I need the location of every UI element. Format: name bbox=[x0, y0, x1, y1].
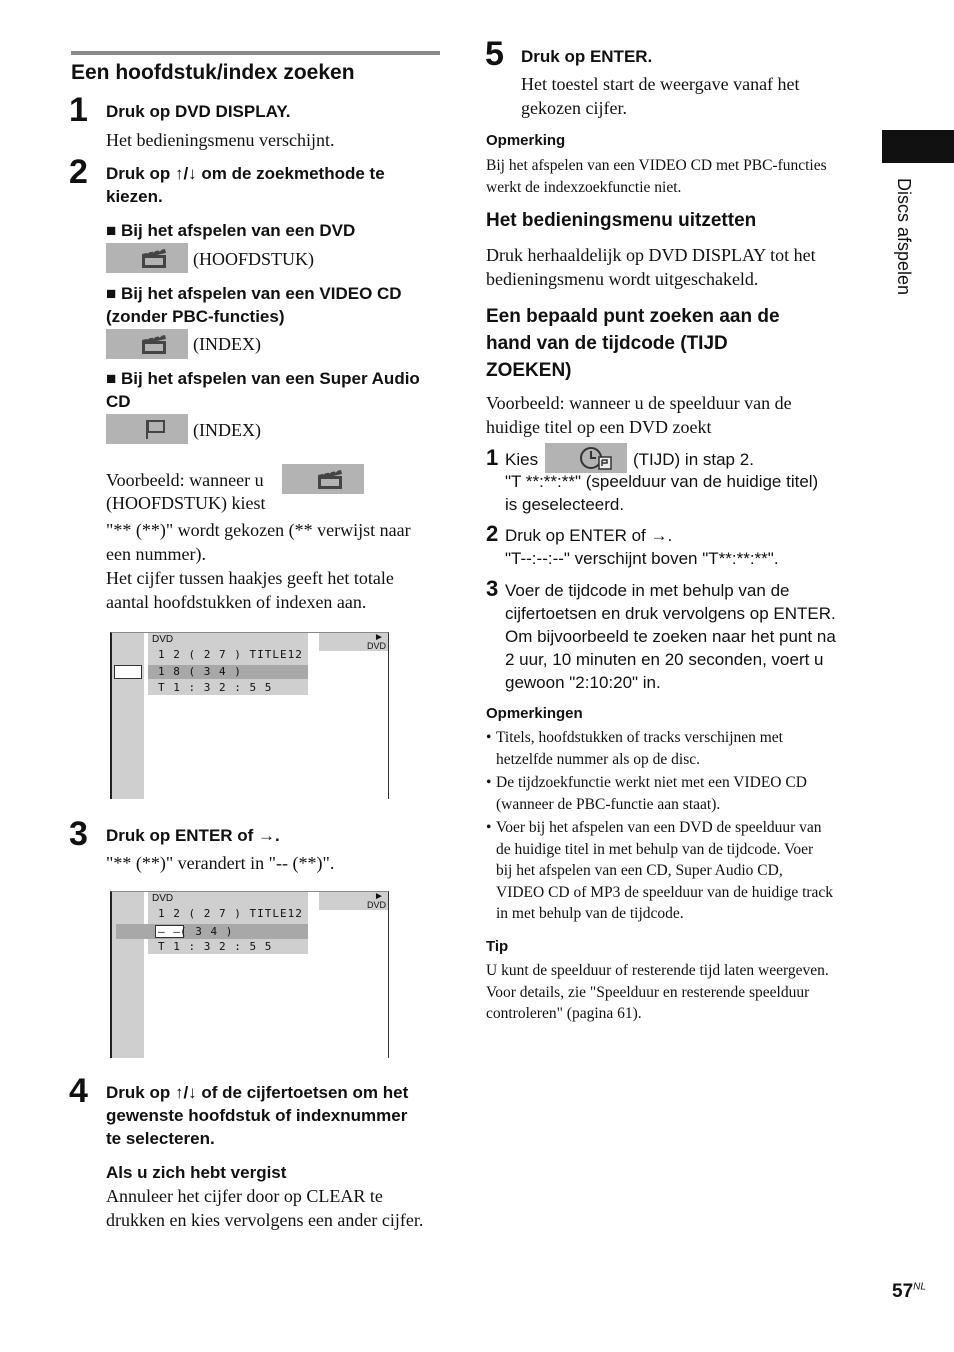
clock-icon bbox=[579, 446, 615, 470]
time-intro bbox=[486, 391, 792, 439]
note-heading: Opmerking bbox=[486, 132, 566, 149]
title-line: Een bepaald punt zoeken aan de bbox=[486, 306, 780, 327]
index-flag-icon-box bbox=[106, 414, 188, 444]
note-line: bij het afspelen van een CD, Super Audio CD, bbox=[496, 862, 783, 879]
tip-line: Voor details, zie "Speelduur en resterende speelduur bbox=[486, 983, 810, 1001]
clapper-icon bbox=[316, 468, 346, 490]
mistake-body bbox=[106, 1184, 423, 1232]
step-line: Voer de tijdcode in met behulp van de bbox=[505, 581, 790, 600]
note-line: • Titels, hoofdstukken of tracks verschijnen met bbox=[496, 729, 783, 746]
title-line: 1 2 ( 2 7 ) TITLE12 bbox=[158, 648, 303, 661]
vcd-heading-line: ■ Bij het afspelen van een VIDEO CD bbox=[106, 284, 402, 303]
step-number: 1 bbox=[69, 91, 88, 129]
step-number: 2 bbox=[69, 153, 88, 191]
chapter-line: 1 8 ( 3 4 ) bbox=[158, 665, 242, 678]
example-line: (HOOFDSTUK) kiest bbox=[106, 493, 266, 513]
title-line: hand van de tijdcode (TIJD bbox=[486, 333, 728, 354]
body-line: huidige titel op een DVD zoekt bbox=[486, 417, 712, 437]
subsection-title bbox=[486, 303, 780, 384]
list-item bbox=[486, 817, 866, 925]
dvd-label: (HOOFDSTUK) bbox=[193, 249, 314, 269]
vcd-heading-line: (zonder PBC-functies) bbox=[106, 307, 285, 326]
disc-badge: DVD bbox=[367, 900, 387, 910]
step-title: Druk op ENTER. bbox=[521, 47, 653, 66]
notes-heading: Opmerkingen bbox=[486, 705, 583, 722]
play-icon: ► bbox=[374, 891, 384, 902]
list-item bbox=[486, 727, 866, 770]
step-line: is geselecteerd. bbox=[505, 495, 625, 514]
sacd-label: (INDEX) bbox=[193, 420, 261, 440]
disc-badge: DVD bbox=[367, 641, 387, 651]
step-title-line: Druk op ↑/↓ of de cijfertoetsen om het bbox=[106, 1083, 409, 1102]
step-title-line: gewenste hoofdstuk of indexnummer bbox=[106, 1106, 408, 1125]
body-line: drukken en kies vervolgens een ander cijfer. bbox=[106, 1210, 424, 1230]
tip-line: U kunt de speelduur of resterende tijd laten weergeven. bbox=[486, 962, 829, 979]
step-text: Kies bbox=[505, 450, 539, 469]
sacd-heading-line: CD bbox=[106, 392, 131, 411]
step-line: Om bijvoorbeeld te zoeken naar het punt na bbox=[505, 627, 836, 646]
time-line: T 1 : 3 2 : 5 5 bbox=[158, 940, 273, 953]
chapter-total: ( 3 4 ) bbox=[180, 925, 234, 938]
step-body: "** (**)" verandert in "-- (**)". bbox=[106, 853, 335, 873]
body-line: Druk herhaaldelijk op DVD DISPLAY tot het bbox=[486, 245, 816, 265]
step-number: 5 bbox=[485, 35, 504, 73]
step-text bbox=[505, 524, 779, 570]
time-icon-box bbox=[545, 443, 627, 473]
step-line: Druk op ENTER of →. bbox=[505, 526, 673, 545]
step-line: "T--:--:--" verschijnt boven "T**:**:**". bbox=[505, 549, 779, 568]
step-title bbox=[106, 1081, 408, 1150]
body-line: gekozen cijfer. bbox=[521, 98, 627, 118]
notes-list bbox=[486, 727, 866, 925]
step-number: 1 bbox=[486, 445, 499, 470]
time-line: T 1 : 3 2 : 5 5 bbox=[158, 681, 273, 694]
step-number: 2 bbox=[486, 521, 499, 546]
note-line: in met behulp van de tijdcode. bbox=[496, 905, 684, 922]
step-line: gewoon "2:10:20" in. bbox=[505, 673, 661, 692]
step-number: 3 bbox=[486, 576, 499, 601]
step-title-line: te selecteren. bbox=[106, 1129, 215, 1148]
tip-body bbox=[486, 960, 829, 1025]
chapter-icon-box bbox=[106, 243, 188, 273]
step-line: "T **:**:**" (speelduur van de huidige titel) bbox=[505, 472, 819, 491]
page-lang-suffix: NL bbox=[913, 1281, 926, 1293]
list-item bbox=[486, 772, 866, 815]
note-line: (wanneer de PBC-functie aan staat). bbox=[496, 795, 721, 813]
step-line: cijfertoetsen en druk vervolgens op ENTER. bbox=[505, 604, 836, 623]
sacd-heading-line: ■ Bij het afspelen van een Super Audio bbox=[106, 369, 420, 388]
note-line: de huidige titel in met behulp van de tijdcode. Voer bbox=[496, 840, 814, 858]
menu-selector bbox=[114, 665, 142, 679]
side-tab-label: Discs afspelen bbox=[894, 178, 914, 296]
body-line: aantal hoofdstukken of indexen aan. bbox=[106, 592, 367, 612]
title-line: 1 2 ( 2 7 ) TITLE12 bbox=[158, 907, 303, 920]
body-line: een nummer). bbox=[106, 544, 206, 564]
mistake-heading: Als u zich hebt vergist bbox=[106, 1163, 287, 1182]
title-line: ZOEKEN) bbox=[486, 360, 572, 381]
disc-type: DVD bbox=[152, 893, 174, 904]
subsection-body bbox=[486, 243, 816, 291]
clapper-icon bbox=[140, 247, 170, 269]
disc-type: DVD bbox=[152, 634, 174, 645]
step-text: (TIJD) in stap 2. bbox=[633, 450, 754, 469]
step-body bbox=[521, 72, 800, 120]
step-body: Het bedieningsmenu verschijnt. bbox=[106, 130, 335, 150]
step-text bbox=[505, 470, 818, 516]
page-number-value: 57 bbox=[892, 1281, 914, 1302]
body-line: Het toestel start de weergave vanaf het bbox=[521, 74, 800, 94]
note-line: VIDEO CD of MP3 de speelduur van de huidige track bbox=[496, 883, 834, 901]
side-tab-marker bbox=[882, 130, 954, 163]
page-number bbox=[892, 1281, 926, 1303]
body-line: Voorbeeld: wanneer u de speelduur van de bbox=[486, 393, 792, 413]
step-title-line: Druk op ↑/↓ om de zoekmethode te bbox=[106, 164, 385, 183]
menu-icon-column bbox=[112, 633, 144, 799]
step-number: 3 bbox=[69, 815, 88, 853]
flag-icon bbox=[140, 418, 170, 440]
step-title: Druk op ENTER of →. bbox=[106, 826, 280, 845]
index-icon-box bbox=[106, 329, 188, 359]
step-line: 2 uur, 10 minuten en 20 seconden, voert u bbox=[505, 650, 824, 669]
control-menu-screen bbox=[110, 632, 389, 799]
control-menu-screen bbox=[110, 891, 389, 1058]
body-line: bedieningsmenu wordt uitgeschakeld. bbox=[486, 269, 759, 289]
chapter-icon-box-inline bbox=[282, 464, 364, 494]
body-line: "** (**)" wordt gekozen (** verwijst naar bbox=[106, 520, 411, 540]
step-title-line: kiezen. bbox=[106, 187, 163, 206]
note-line: • De tijdzoekfunctie werkt niet met een VIDEO CD bbox=[496, 774, 807, 791]
step-text bbox=[505, 579, 836, 694]
step-title: Druk op DVD DISPLAY. bbox=[106, 102, 291, 121]
vcd-heading bbox=[106, 282, 402, 328]
play-icon: ► bbox=[374, 632, 384, 643]
note-line: Bij het afspelen van een VIDEO CD met PBC-functies bbox=[486, 157, 827, 174]
step-body bbox=[106, 518, 411, 614]
body-line: Annuleer het cijfer door op CLEAR te bbox=[106, 1186, 383, 1206]
step-number: 4 bbox=[69, 1072, 88, 1110]
example-line: Voorbeeld: wanneer u bbox=[106, 470, 264, 490]
body-line: Het cijfer tussen haakjes geeft het totale bbox=[106, 568, 394, 588]
clapper-icon bbox=[140, 333, 170, 355]
dvd-heading: ■ Bij het afspelen van een DVD bbox=[106, 221, 356, 240]
tip-line: controleren" (pagina 61). bbox=[486, 1005, 642, 1022]
section-title: Een hoofdstuk/index zoeken bbox=[71, 61, 355, 84]
section-rule bbox=[71, 51, 440, 55]
note-line: werkt de indexzoekfunctie niet. bbox=[486, 178, 682, 196]
note-body bbox=[486, 155, 827, 198]
note-line: • Voer bij het afspelen van een DVD de speelduur van bbox=[496, 819, 822, 836]
vcd-label: (INDEX) bbox=[193, 334, 261, 354]
tip-heading: Tip bbox=[486, 938, 509, 955]
step-title bbox=[106, 162, 385, 208]
note-line: hetzelfde nummer als op de disc. bbox=[496, 750, 701, 768]
sacd-heading bbox=[106, 367, 420, 413]
chapter-input-box: – – bbox=[155, 925, 184, 938]
subsection-title: Het bedieningsmenu uitzetten bbox=[486, 210, 757, 231]
menu-icon-column bbox=[112, 892, 144, 1058]
